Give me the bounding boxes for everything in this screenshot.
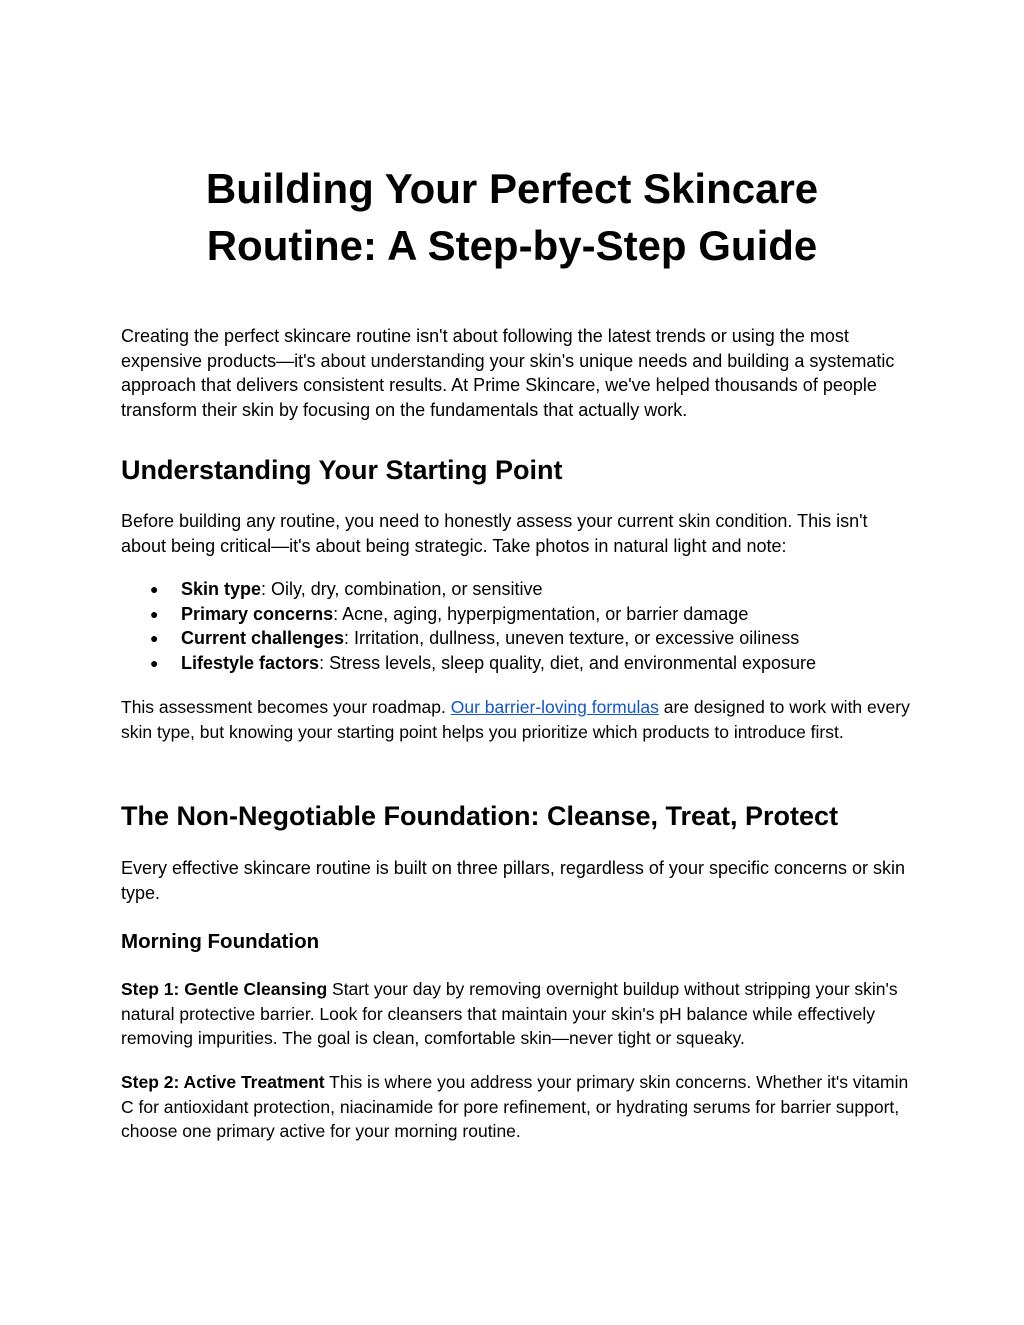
- page-title: [0, 160, 1024, 274]
- page-title-line-1: Building Your Perfect Skincare: [205, 165, 819, 212]
- bullet-icon: ●: [150, 605, 159, 622]
- page-title-line-2: Routine: A Step-by-Step Guide: [206, 222, 818, 269]
- list-item-label: Lifestyle factors: [181, 652, 320, 673]
- list-item-text: : Stress levels, sleep quality, diet, and environmental exposure: [319, 652, 816, 673]
- section-heading-foundation: The Non-Negotiable Foundation: Cleanse, Treat, Protect: [121, 801, 839, 831]
- step-1-text: Start your day by removing overnight buildup without stripping your skin's natural protective barrier. Look for cleansers that maintain your skin's pH balance while effectively removing impurities. The goal is clean, comfortable skin—never tight or squeaky.: [121, 979, 898, 1048]
- bullet-icon: ●: [150, 581, 159, 597]
- step-1-label: Step 1: Gentle Cleansing: [121, 979, 328, 999]
- list-item-text: : Irritation, dullness, uneven texture, or excessive oiliness: [344, 628, 800, 648]
- list-item-label: Primary concerns: [181, 603, 334, 624]
- barrier-formulas-link[interactable]: Our barrier-loving formulas: [450, 697, 659, 717]
- roadmap-text-after: are designed to work with every skin type, but knowing your starting point helps you prioritize which products to introduce first.: [121, 697, 910, 742]
- assessment-list: [121, 577, 911, 675]
- bullet-icon: ●: [150, 630, 159, 646]
- intro-paragraph: Creating the perfect skincare routine isn't about following the latest trends or using the most expensive products—it's about understanding your skin's unique needs and building a systematic approach that delivers consistent results. At Prime Skincare, we've helped thousands of people transform their skin by focusing on the fundamentals that actually work.: [121, 326, 895, 420]
- list-item-label: Skin type: [181, 579, 262, 599]
- section-heading-starting-point: Understanding Your Starting Point: [121, 455, 563, 485]
- step-2-paragraph: [121, 1070, 911, 1144]
- list-item-label: Current challenges: [181, 628, 345, 648]
- pillars-paragraph: Every effective skincare routine is built on three pillars, regardless of your specific concerns or skin type.: [121, 858, 906, 903]
- list-item-text: : Acne, aging, hyperpigmentation, or barrier damage: [333, 603, 749, 624]
- list-item: [121, 577, 911, 602]
- roadmap-text-before: This assessment becomes your roadmap.: [121, 697, 451, 717]
- list-item: [121, 626, 911, 651]
- roadmap-paragraph: [121, 695, 911, 744]
- step-2-label: Step 2: Active Treatment: [121, 1072, 325, 1092]
- list-item-text: : Oily, dry, combination, or sensitive: [261, 579, 543, 599]
- bullet-icon: ●: [150, 654, 159, 671]
- step-1-paragraph: [121, 977, 911, 1051]
- list-item: [121, 602, 911, 627]
- list-item: [121, 651, 911, 676]
- assessment-paragraph: Before building any routine, you need to honestly assess your current skin condition. This isn't about being critical—it's about being strategic. Take photos in natural light and note:: [121, 511, 868, 556]
- subheading-morning-foundation: Morning Foundation: [121, 930, 320, 953]
- step-2-text: This is where you address your primary skin concerns. Whether it's vitamin C for antioxidant protection, niacinamide for pore refinement, or hydrating serums for barrier support, choose one primary active for your morning routine.: [121, 1072, 909, 1141]
